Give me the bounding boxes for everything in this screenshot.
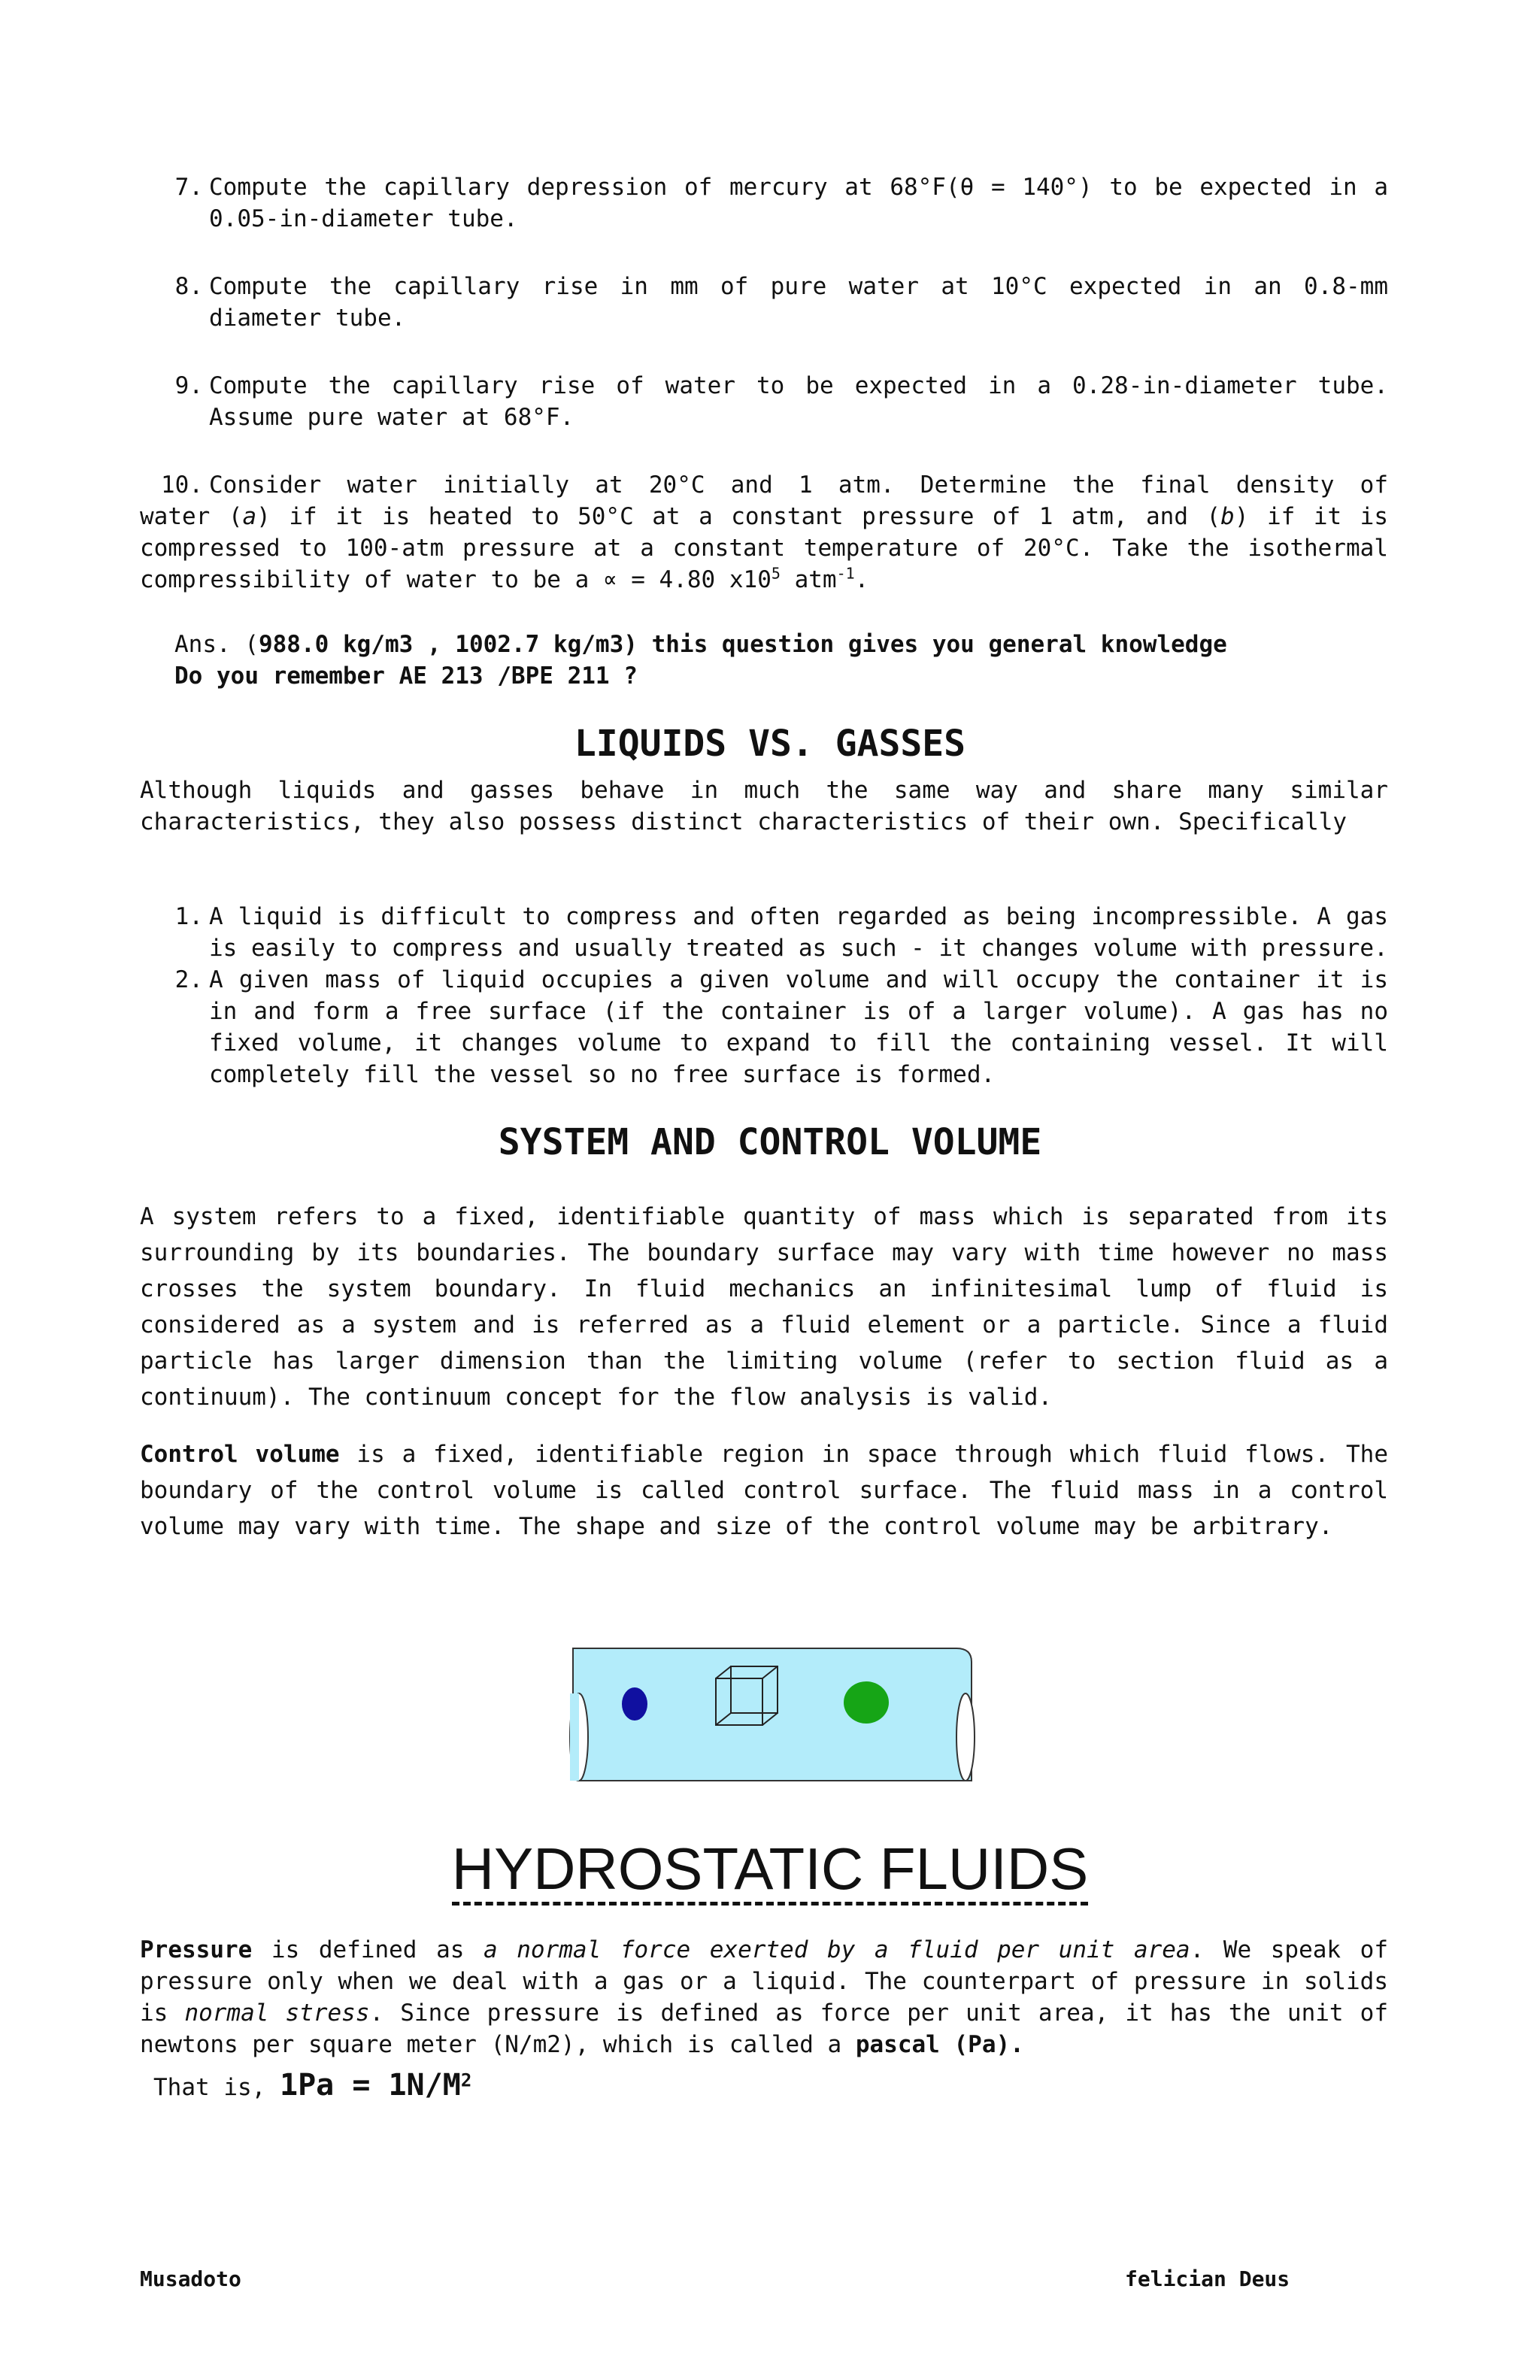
control-volume-text: is a fixed, identifiable region in space through which fluid flows. The boundary of the control volume is called control surface. The fluid mass in a control volume may vary with time. The shape and size of the control volume may be arbitrary. (140, 1441, 1388, 1540)
fluid-particle-green (844, 1681, 889, 1724)
question-list (140, 171, 1388, 596)
answer-line (174, 629, 1227, 660)
item-number: 2. (174, 966, 203, 993)
section-heading-hydrostatic (0, 1835, 1540, 1902)
answer-prefix: Ans. ( (174, 631, 259, 658)
question-10-body (140, 501, 1388, 596)
question-10-first-line: Consider water initially at 20°C and 1 atm. Determine the final density of (209, 471, 1388, 499)
control-volume-term: Control volume (140, 1441, 340, 1468)
text-run: is defined as (252, 1936, 484, 1963)
superscript: 5 (771, 564, 781, 583)
liquids-intro: Although liquids and gasses behave in much the same way and share many similar characteristics, they also possess distinct characteristics of their own. Specifically (140, 777, 1388, 835)
liquids-list (140, 901, 1388, 1090)
pipe-left-fill (570, 1693, 579, 1781)
hydrostatic-title: HYDROSTATIC FLUIDS (452, 1836, 1089, 1906)
that-is-label: That is, (153, 2074, 280, 2101)
fluid-particle-blue (622, 1687, 647, 1721)
control-volume-paragraph (140, 1436, 1388, 1545)
section-heading-liquids: LIQUIDS VS. GASSES (574, 723, 966, 765)
pascal-term: pascal (Pa). (855, 2031, 1024, 2058)
liquids-item-2 (140, 964, 1388, 1090)
pressure-formula: 1Pa = 1N/M (279, 2068, 461, 2103)
text-run: water ( (140, 503, 243, 530)
text-run-italic: a (242, 503, 257, 530)
answer-tail: ) this question gives you general knowledge (623, 631, 1227, 658)
text-run: atm (780, 566, 837, 593)
superscript: -1 (836, 564, 855, 583)
text-run-italic: b (1220, 503, 1235, 530)
item-text: A given mass of liquid occupies a given volume and will occupy the container it is in and form a free surface (if the container is of a larger volume). A gas has no fixed volume, it changes volume to expand to fill the containing vessel. It will completely fill the vessel so no free surface is formed. (209, 966, 1388, 1088)
pressure-paragraph (140, 1934, 1388, 2060)
liquids-item-1 (140, 901, 1388, 964)
question-10 (140, 469, 1388, 596)
question-7 (140, 171, 1388, 235)
text-run: . (854, 566, 869, 593)
question-number: 8. (174, 273, 203, 300)
item-number: 1. (174, 903, 203, 930)
pressure-term: Pressure (140, 1936, 253, 1963)
formula-superscript: 2 (460, 2069, 472, 2091)
text-run: . We speak of pressure only when we deal with a gas or a liquid. The counterpart of pressure in solids is (140, 1936, 1388, 2027)
answer-question: Do you remember AE 213 /BPE 211 ? (174, 662, 638, 690)
question-number: 7. (174, 174, 203, 201)
footer-right: felician Deus (1125, 2266, 1290, 2291)
text-run: ) if it is heated to 50°C at a constant pressure of 1 atm, and ( (256, 503, 1221, 530)
item-text: A liquid is difficult to compress and often regarded as being incompressible. A gas is easily to compress and usually treated as such - it changes volume with pressure. (209, 903, 1388, 962)
question-text: Compute the capillary depression of mercury at 68°F(θ = 140°) to be expected in a 0.05-in-diameter tube. (209, 174, 1388, 232)
pressure-formula-line (153, 2069, 471, 2103)
footer-left: Musadoto (140, 2266, 241, 2291)
system-paragraph: A system refers to a fixed, identifiable quantity of mass which is separated from its surrounding by its boundaries. The boundary surface may vary with time however no mass crosses the system boundary. In fluid mechanics an infinitesimal lump of fluid is considered as a system and is referred as a fluid element or a particle. Since a fluid particle has larger dimension than the limiting volume (refer to section fluid as a continuum). The continuum concept for the flow analysis is valid. (140, 1203, 1388, 1411)
answer-values: 988.0 kg/m3 , 1002.7 kg/m3 (258, 631, 624, 658)
question-text: Compute the capillary rise of water to be expected in a 0.28-in-diameter tube. Assume pure water at 68°F. (209, 372, 1388, 431)
text-run: ) if it is compressed to 100-atm pressure at a constant temperature of 20°C. Take the isothermal compressibility of water to be a ∝ = 4.80 x10 (140, 503, 1388, 593)
control-volume-diagram (565, 1639, 979, 1790)
question-9 (140, 370, 1388, 433)
answer-line-2 (174, 660, 1227, 692)
question-number: 9. (174, 372, 203, 399)
answer-block (174, 629, 1227, 692)
question-number: 10. (161, 471, 203, 499)
pipe-right-opening (956, 1693, 975, 1781)
text-run-italic: normal stress (184, 2000, 370, 2027)
section-heading-system: SYSTEM AND CONTROL VOLUME (498, 1121, 1042, 1163)
text-run-italic: a normal force exerted by a fluid per unit area (484, 1936, 1190, 1963)
text-run: . Since pressure is defined as force per unit area, it has the unit of newtons per square meter (N/m2), which is called a (140, 2000, 1388, 2058)
question-text: Compute the capillary rise in mm of pure water at 10°C expected in an 0.8-mm diameter tube. (209, 273, 1388, 332)
question-8 (140, 271, 1388, 334)
